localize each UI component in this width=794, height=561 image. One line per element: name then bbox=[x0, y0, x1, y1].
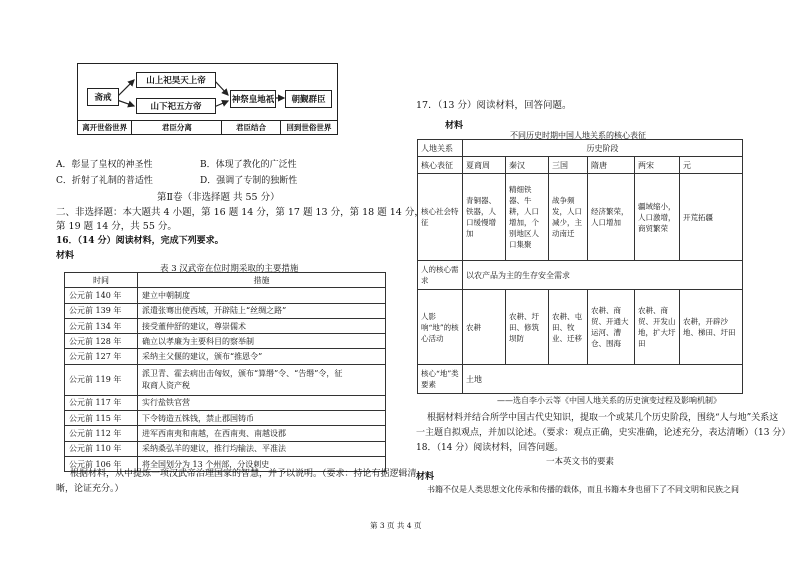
q18-title: 一本英文书的要素 bbox=[546, 457, 615, 467]
box-chaojin: 朝觐群臣 bbox=[285, 90, 332, 108]
row-measure: 实行盐铁官营 bbox=[138, 395, 386, 410]
row-label-social: 核心社会特征 bbox=[418, 174, 463, 261]
q16-table-title: 表 3 汉武帝在位时期采取的主要措施 bbox=[160, 264, 299, 274]
row-measure: 确立以孝廉为主要科目的察举制 bbox=[138, 334, 386, 349]
period-xia: 夏商周 bbox=[463, 157, 506, 174]
footer-stage-1: 离开世俗世界 bbox=[78, 121, 132, 134]
header-core: 核心表征 bbox=[418, 157, 463, 174]
row-time: 公元前 110 年 bbox=[65, 441, 138, 456]
q17-prompt-line1: 根据材料并结合所学中国古代史知识，提取一个或某几个历史阶段，围绕“人与地”关系这 bbox=[427, 413, 779, 423]
row-time: 公元前 134 年 bbox=[65, 318, 138, 333]
box-zhaijie: 斋戒 bbox=[87, 88, 119, 106]
row-measure: 进军西南夷和南越，在西南夷、南越设郡 bbox=[138, 426, 386, 441]
q18-text-line1: 书籍不仅是人类思想文化传承和传播的载体，而且书籍本身也留下了不同文明和民族之间 bbox=[427, 485, 739, 494]
q17-prompt-line2: 一主题自拟观点，并加以论述。（要求：观点正确，史实准确，论述充分，表达清晰）（13 分） bbox=[416, 428, 791, 438]
cell-activity-xia: 农耕 bbox=[463, 290, 506, 365]
human-land-relation-table bbox=[417, 139, 743, 394]
cell-activity-sanguo: 农耕、屯田、牧业、迁移 bbox=[549, 290, 588, 365]
row-label-land: 核心“地”类要素 bbox=[418, 365, 463, 394]
period-liangsong: 两宋 bbox=[635, 157, 680, 174]
table-row bbox=[65, 395, 386, 410]
q16-material-label: 材料 bbox=[56, 251, 75, 261]
option-b: B．体现了教化的广泛性 bbox=[200, 160, 297, 170]
period-sanguo: 三国 bbox=[549, 157, 588, 174]
box-shenji: 神祭皇地祇 bbox=[230, 90, 276, 108]
row-measure: 派遣张骞出使西域，开辟陆上“丝绸之路” bbox=[138, 303, 386, 318]
cell-social-sanguo: 战争频发，人口减少，主动南迁 bbox=[549, 174, 588, 261]
row-label-needs: 人的核心需求 bbox=[418, 261, 463, 290]
ritual-process-diagram bbox=[77, 63, 338, 135]
option-a: A．彰显了皇权的神圣性 bbox=[56, 160, 153, 170]
row-measure: 采纳桑弘羊的建议，推行均输法、平准法 bbox=[138, 441, 386, 456]
row-measure: 接受董仲舒的建议，尊崇儒术 bbox=[138, 318, 386, 333]
footer-stage-2: 君臣分离 bbox=[132, 121, 222, 134]
q17-source: ——选自李小云等《中国人地关系的历史演变过程及影响机制》 bbox=[497, 396, 721, 405]
period-yuan: 元 bbox=[680, 157, 743, 174]
section-heading: 第Ⅱ卷（非选择题 共 55 分） bbox=[157, 192, 280, 203]
row-measure bbox=[138, 364, 386, 395]
table-row bbox=[65, 364, 386, 395]
q17-stem: 17．（13 分）阅读材料，回答问题。 bbox=[416, 100, 572, 111]
table-row bbox=[65, 411, 386, 426]
q16-prompt-line1: 根据材料，从中提炼一项汉武帝治理国家的智慧，并予以说明。（要求：持论有据逻辑清 bbox=[70, 469, 417, 479]
option-d: D．强调了专制的独断性 bbox=[200, 176, 298, 186]
box-shangshan: 山上祀昊天上帝 bbox=[136, 72, 216, 88]
cell-social-xia: 青铜器、铁器，人口缓慢增加 bbox=[463, 174, 506, 261]
table-row bbox=[65, 441, 386, 456]
measure-line: 取商人资产税 bbox=[142, 381, 190, 391]
header-time: 时间 bbox=[65, 273, 138, 288]
footer-stage-4: 回到世俗世界 bbox=[286, 123, 332, 132]
diagram-footer bbox=[78, 120, 337, 134]
q16-stem: 16．（14 分）阅读材料，完成下列要求。 bbox=[56, 236, 224, 246]
header-periods-span: 历史阶段 bbox=[463, 140, 743, 157]
row-label-activity: 人影响“地”的核心活动 bbox=[418, 290, 463, 365]
q18-stem: 18．（14 分）阅读材料，回答问题。 bbox=[416, 443, 564, 453]
header-relation: 人地关系 bbox=[418, 140, 463, 157]
cell-social-qinhan: 精细铁器、牛耕，人口增加，个别地区人口集聚 bbox=[506, 174, 549, 261]
row-time: 公元前 115 年 bbox=[65, 411, 138, 426]
cell-activity-yuan: 农耕，开辟沙地、梯田、圩田 bbox=[680, 290, 743, 365]
cell-social-suitang: 经济繁荣，人口增加 bbox=[588, 174, 635, 261]
han-wudi-measures-table bbox=[64, 272, 386, 472]
q18-material-label: 材料 bbox=[416, 472, 435, 482]
page-number: 第 3 页 共 4 页 bbox=[370, 521, 422, 530]
row-time: 公元前 128 年 bbox=[65, 334, 138, 349]
cell-social-liangsong: 疆域缩小，人口激增，商贸繁荣 bbox=[635, 174, 680, 261]
table-row bbox=[65, 303, 386, 318]
table-row bbox=[65, 334, 386, 349]
box-shanxia: 山下祀五方帝 bbox=[136, 98, 216, 114]
row-measure: 下令铸造五铢钱，禁止郡国铸币 bbox=[138, 411, 386, 426]
section-intro-line2: 第 19 题 14 分，共 55 分。 bbox=[56, 221, 177, 232]
row-measure: 将全国划分为 13 个州部，分设刺史 bbox=[138, 456, 386, 471]
row-time: 公元前 117 年 bbox=[65, 395, 138, 410]
header-measure: 措施 bbox=[138, 273, 386, 288]
period-qinhan: 秦汉 bbox=[506, 157, 549, 174]
cell-needs-span: 以农产品为主的生存安全需求 bbox=[463, 261, 743, 290]
cell-land-span: 土地 bbox=[463, 365, 743, 394]
row-measure: 采纳主父偃的建议，颁布“推恩令” bbox=[138, 349, 386, 364]
cell-activity-suitang: 农耕、商贸、开通大运河、漕仓、围海 bbox=[588, 290, 635, 365]
period-suitang: 隋唐 bbox=[588, 157, 635, 174]
row-time: 公元前 119 年 bbox=[65, 364, 138, 395]
section-intro-line1: 二、非选择题：本大题共 4 小题，第 16 题 14 分，第 17 题 13 分，第 18 题 14 分， bbox=[56, 207, 424, 218]
q17-table-title: 不同历史时期中国人地关系的核心表征 bbox=[510, 131, 646, 140]
cell-social-yuan: 开荒拓疆 bbox=[680, 174, 743, 261]
table-row bbox=[65, 288, 386, 303]
row-time: 公元前 127 年 bbox=[65, 349, 138, 364]
table-row bbox=[65, 349, 386, 364]
cell-activity-liangsong: 农耕、商贸、开发山地，扩大圩田 bbox=[635, 290, 680, 365]
row-time: 公元前 140 年 bbox=[65, 288, 138, 303]
row-time: 公元前 106 年 bbox=[65, 456, 138, 471]
table-row bbox=[65, 426, 386, 441]
q16-prompt-line2: 晰，论证充分。） bbox=[56, 484, 124, 494]
option-c: C．折射了礼制的普适性 bbox=[56, 176, 153, 186]
row-time: 公元前 112 年 bbox=[65, 426, 138, 441]
measure-line: 派卫青、霍去病出击匈奴，颁布“算缗”令、“告缗”令，征 bbox=[142, 369, 343, 379]
row-time: 公元前 139 年 bbox=[65, 303, 138, 318]
cell-activity-qinhan: 农耕、圩田、修筑坝防 bbox=[506, 290, 549, 365]
row-measure: 建立中朝制度 bbox=[138, 288, 386, 303]
table-row bbox=[65, 318, 386, 333]
q17-material-label: 材料 bbox=[445, 121, 464, 131]
footer-stage-3: 君臣结合 bbox=[222, 121, 280, 134]
